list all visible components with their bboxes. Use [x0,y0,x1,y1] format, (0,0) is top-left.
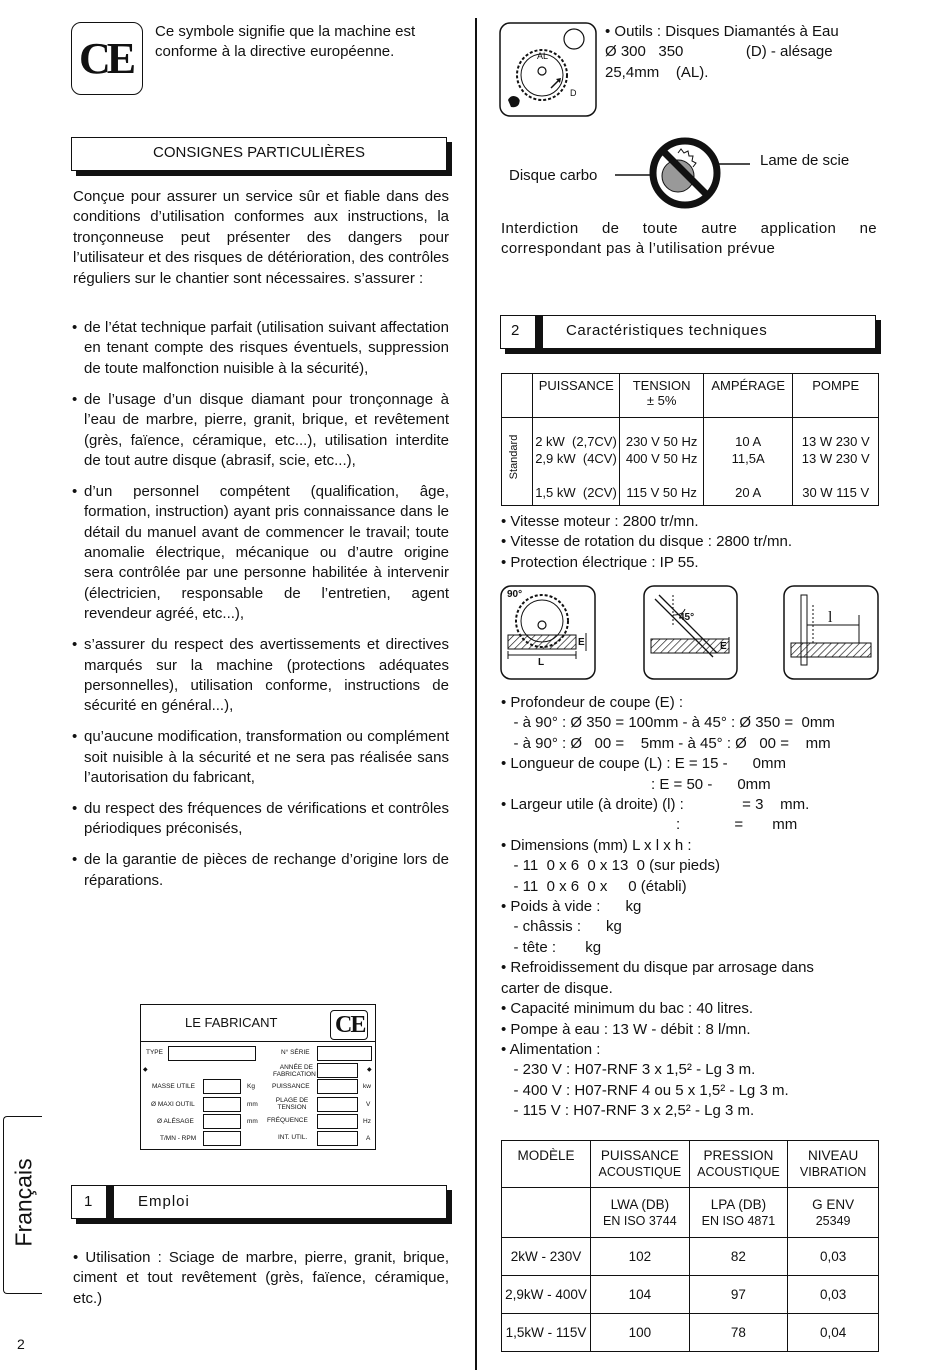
plate-field [317,1063,358,1078]
specs-number-separator [535,316,543,348]
table-cell: 2kW - 230V [502,1238,591,1276]
row-label-cell [502,418,533,506]
list-item: • Pompe à eau : 13 W - débit : 8 l/mn. [501,1020,751,1038]
plate-unit: kw [363,1083,371,1090]
plate-field [168,1046,256,1061]
table-cell: 10 A 11,5A 20 A [703,418,793,506]
l-small-label: l [828,609,833,626]
plate-label: TYPE [146,1049,163,1056]
list-item: • s’assurer du respect des avertissements et directives marqués sur la machine (protections adéquates personnelles), utilisation conforme, instructions de sécurité en général...), [73,635,449,717]
table-cell: 97 [689,1276,788,1314]
table-row [502,1314,879,1352]
prohibited-disc-icon [590,128,760,218]
plate-label: ANNÉE DE FABRICATION [273,1064,316,1078]
plate-field [317,1097,358,1112]
plate-label: PLAGE DE TENSION [275,1097,309,1111]
table-row [502,418,879,506]
emploi-text: • Utilisation : Sciage de marbre, pierre, granit, brique, ciment et tout revêtement (grès, faïence, céramique, etc.) [73,1249,449,1307]
plate-field [203,1131,241,1146]
noise-table [501,1140,879,1352]
plate-label: T/MN - RPM [160,1135,197,1142]
list-item: • Alimentation : [501,1040,601,1058]
table-cell [502,1188,591,1238]
consignes-intro: Conçue pour assurer un service sûr et fiable dans des conditions d’utilisation conformes aux instructions, la tronçonneuse peut présenter des dangers pour l’utilisateur et des risques de détérioration, des contrôles réguliers sur le chantier sont nécessaires. s’assurer : [73,188,449,287]
table-row [502,1238,879,1276]
plate-unit: Hz [363,1118,371,1125]
list-item: : = mm [501,816,798,834]
plate-ce-mark: CE [335,1012,365,1038]
list-item: • Poids à vide : kg [501,898,642,916]
list-item: - 400 V : H07-RNF 4 ou 5 x 1,5² - Lg 3 m. [501,1081,789,1099]
table-cell: 2 kW (2,7CV) 2,9 kW (4CV) 1,5 kW (2CV) [533,418,620,506]
table-cell: LPA (DB) EN ISO 4871 [689,1188,788,1238]
cut-90-diagram [500,585,596,680]
consignes-title-box [71,137,447,171]
plate-unit: mm [247,1101,258,1108]
plate-field [203,1114,241,1129]
specs-title: Caractéristiques techniques [566,322,768,339]
plate-field [317,1079,358,1094]
list-item: - 11 0 x 6 0 x 13 0 (sur pieds) [501,857,720,875]
emploi-number: 1 [84,1193,93,1210]
plate-title: LE FABRICANT [185,1015,278,1030]
manufacturer-plate [140,1004,376,1150]
list-item: - 230 V : H07-RNF 3 x 1,5² - Lg 3 m. [501,1061,756,1079]
list-item: : E = 50 - 0mm [501,775,771,793]
plate-label: MASSE UTILE [152,1083,195,1090]
list-item: - tête : kg [501,938,602,956]
table-cell: 100 [591,1314,690,1352]
list-item: - à 90° : Ø 350 = 100mm - à 45° : Ø 350 = 0mm [501,714,835,732]
diamond-disc-icon [499,22,597,117]
table-header-row [502,1141,879,1188]
l-label: L [538,657,545,668]
tool-disc-figure [499,22,597,117]
emploi-title: Emploi [138,1193,190,1210]
list-item: - à 90° : Ø 00 = 5mm - à 45° : Ø 00 = mm [501,734,831,752]
table-header: NIVEAU VIBRATION [788,1141,879,1188]
plate-field [203,1079,241,1094]
list-item: • Dimensions (mm) L x l x h : [501,836,692,854]
table-header: MODÈLE [502,1141,591,1188]
plate-unit: A [366,1135,371,1142]
table-header: TENSION ± 5% [620,374,704,418]
table-header: PUISSANCE [533,374,620,418]
table-header-row [502,374,879,418]
e-label: E [720,641,727,652]
language-tab [3,1116,42,1294]
table-cell: 1,5kW - 115V [502,1314,591,1352]
list-item: • de l’usage d’un disque diamant pour tronçonnage à l’eau de marbre, pierre, granit, brique, et revêtement (grès, faïence, céramique, etc...), utilisation interdite de tout autre disque (abrasif, scie, etc...), [73,390,449,472]
ce-mark: CE [79,34,133,83]
table-header: POMPE [793,374,879,418]
dot-icon: ◆ [143,1067,148,1073]
emploi-number-separator [106,1186,114,1218]
prohibition-figure [590,128,760,218]
list-item: • du respect des fréquences de vérifications et contrôles périodiques préconisés, [73,799,449,840]
plate-label: FRÉQUENCE [267,1117,308,1124]
list-item: • Longueur de coupe (L) : E = 15 - 0mm [501,755,786,773]
list-item: • Profondeur de coupe (E) : [501,694,684,711]
table-cell: 0,03 [788,1238,879,1276]
page-number: 2 [17,1336,25,1352]
features-list [501,693,835,1122]
specs-number: 2 [511,322,520,339]
list-item: - 115 V : H07-RNF 3 x 2,5² - Lg 3 m. [501,1102,755,1120]
angle-90-label: 90° [507,589,523,600]
cut-width-icon [783,585,879,680]
plate-ce-box [330,1010,368,1040]
table-header: AMPÉRAGE [703,374,793,418]
plate-label: INT. UTIL. [278,1134,308,1141]
table-cell: 102 [591,1238,690,1276]
ce-notice-text: Ce symbole signifie que la machine est conforme à la directive européenne. [155,23,416,61]
table-cell: 0,04 [788,1314,879,1352]
table-cell: 2,9kW - 400V [502,1276,591,1314]
cut-width-diagram [783,585,879,680]
plate-field [317,1131,358,1146]
e-label: E [578,637,585,648]
table-cell: 230 V 50 Hz 400 V 50 Hz 115 V 50 Hz [620,418,704,506]
list-item: - 11 0 x 6 0 x 0 (établi) [501,877,687,895]
dot-icon: ◆ [367,1067,372,1073]
plate-unit: mm [247,1118,258,1125]
standard-label: Standard [508,434,520,480]
table-cell: LWA (DB) EN ISO 3744 [591,1188,690,1238]
consignes-list [73,318,449,902]
al-label: AL [537,51,549,61]
table-cell: 13 W 230 V 13 W 230 V 30 W 115 V [793,418,879,506]
table-cell: 82 [689,1238,788,1276]
plate-field [317,1114,358,1129]
specs-title-box [500,315,876,349]
prohibition-text: Interdiction de toute autre application ne correspondant pas à l’utilisation prévue [501,220,877,258]
emploi-title-box [71,1185,447,1219]
list-item: - châssis : kg [501,918,622,936]
ce-symbol-box [71,22,143,95]
table-header: PRESSION ACOUSTIQUE [689,1141,788,1188]
table-cell: 0,03 [788,1276,879,1314]
tools-text: • Outils : Disques Diamantés à Eau Ø 300 350 (D) - alésage 25,4mm (AL). [605,23,839,81]
speed-bullets: • Vitesse moteur : 2800 tr/mn. • Vitesse de rotation du disque : 2800 tr/mn. • Protection électrique : IP 55. [501,513,792,571]
table-subheader-row [502,1188,879,1238]
prohibition-left-label: Disque carbo [509,167,598,184]
plate-label: Ø MAXI OUTIL [151,1101,195,1108]
plate-field [203,1097,241,1112]
plate-separator [141,1041,375,1042]
prohibition-right-label: Lame de scie [760,152,850,169]
plate-label: Ø ALÉSAGE [157,1118,194,1125]
cut-45-diagram [643,585,738,680]
table-cell: 104 [591,1276,690,1314]
specs-table [501,373,879,506]
plate-field [317,1046,372,1061]
consignes-title: CONSIGNES PARTICULIÈRES [153,144,365,161]
plate-unit: V [366,1101,371,1108]
list-item: • Largeur utile (à droite) (l) : = 3 mm. [501,796,810,814]
table-cell: 78 [689,1314,788,1352]
language-label: Français [10,1158,37,1247]
table-cell: G ENV 25349 [788,1188,879,1238]
list-item: carter de disque. [501,979,613,997]
d-label: D [570,88,577,98]
plate-label: PUISSANCE [272,1083,310,1090]
plate-unit: Kg [247,1083,255,1090]
column-divider [475,18,477,1370]
list-item: • Refroidissement du disque par arrosage dans [501,959,814,977]
table-row [502,1276,879,1314]
list-item: • Capacité minimum du bac : 40 litres. [501,1000,754,1018]
table-header [502,374,533,418]
plate-label: N° SÉRIE [281,1049,310,1056]
list-item: • de la garantie de pièces de rechange d’origine lors de réparations. [73,850,449,891]
angle-45-label: 45° [679,612,695,623]
list-item: • qu’aucune modification, transformation ou complément soit nuisible à la sécurité et ne sera pas réalisée sans l’autorisation du fabricant, [73,727,449,788]
list-item: • d’un personnel compétent (qualification, âge, formation, instruction) ayant pris connaissance dans le détail du manuel avant de commencer le travail; toute anomalie électrique, mécanique ou d’autre origine sera contrôlée par une personne habilitée à intervenir (électricien, responsable de l’entretien, agent revendeur agréé, etc...), [73,482,449,625]
cut-45-icon [643,585,738,680]
list-item: • de l’état technique parfait (utilisation suivant affectation en tenant compte des risques éventuels, suppression de toute malfonction nuisible à la sécurité), [73,318,449,379]
table-header: PUISSANCE ACOUSTIQUE [591,1141,690,1188]
